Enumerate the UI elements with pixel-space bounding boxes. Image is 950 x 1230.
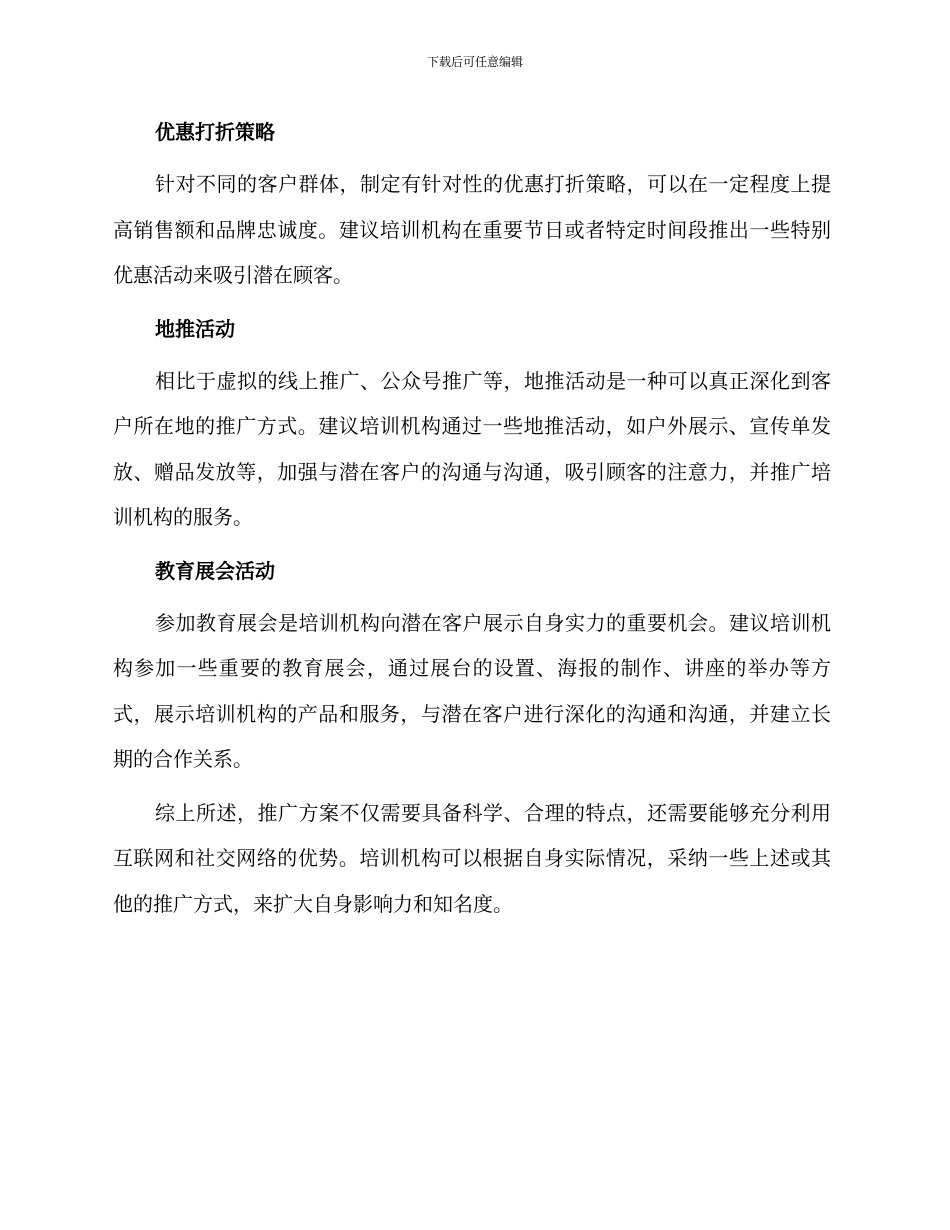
- section-heading-discount: 优惠打折策略: [155, 120, 275, 144]
- section-paragraph-discount: 针对不同的客户群体，制定有针对性的优惠打折策略，可以在一定程度上提高销售额和品牌忠诚度。建议培训机构在重要节日或者特定时间段推出一些特别优惠活动来吸引潜在顾客。: [113, 172, 831, 287]
- conclusion-paragraph: 综上所述，推广方案不仅需要具备科学、合理的特点，还需要能够充分利用互联网和社交网络的优势。培训机构可以根据自身实际情况，采纳一些上述或其他的推广方式，来扩大自身影响力和知名度。: [113, 800, 831, 916]
- section-paragraph-education-expo: 参加教育展会是培训机构向潜在客户展示自身实力的重要机会。建议培训机构参加一些重要的教育展会，通过展台的设置、海报的制作、讲座的举办等方式，展示培训机构的产品和服务，与潜在客户进行深化的沟通和沟通，并建立长期的合作关系。: [113, 610, 831, 771]
- page-header: 下载后可任意编辑: [426, 55, 523, 69]
- section-heading-ground-promotion: 地推活动: [155, 316, 235, 341]
- section-paragraph-ground-promotion: 相比于虚拟的线上推广、公众号推广等，地推活动是一种可以真正深化到客户所在地的推广方式。建议培训机构通过一些地推活动，如户外展示、宣传单发放、赠品发放等，加强与潜在客户的沟通与沟通，吸引顾客的注意力，并推广培训机构的服务。: [113, 368, 831, 529]
- document-body: [113, 110, 831, 935]
- section-heading-education-expo: 教育展会活动: [155, 558, 275, 583]
